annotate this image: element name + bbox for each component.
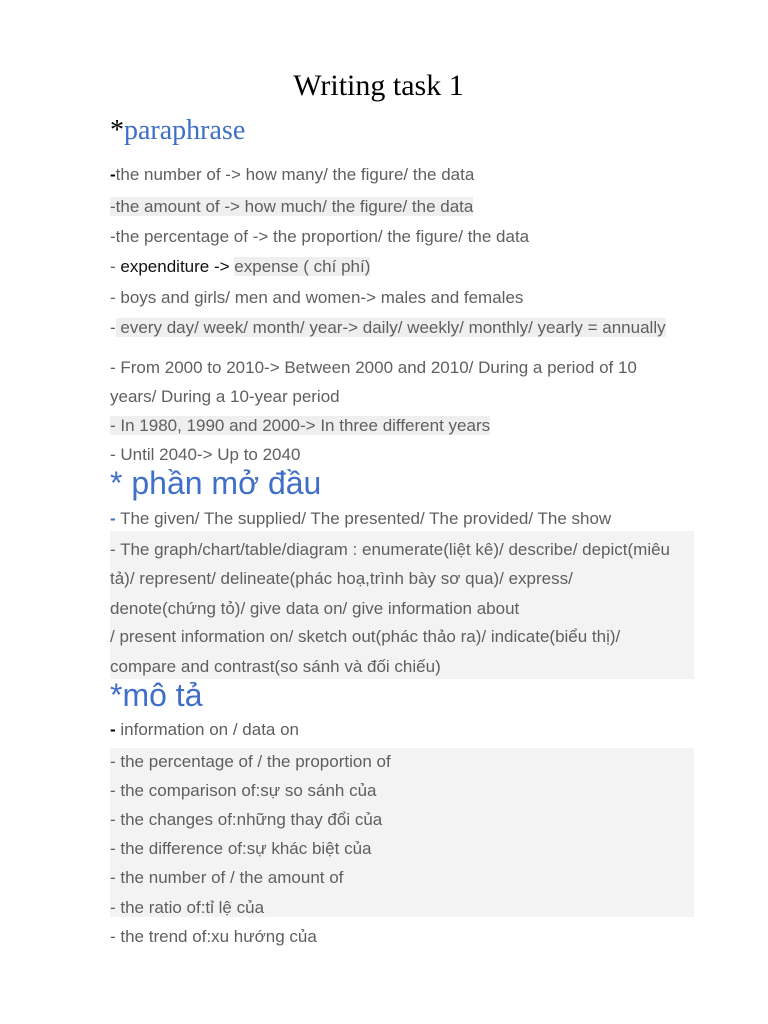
list-item-continuation: [110, 598, 519, 620]
list-item-text: -the amount of -> how much/ the figure/ the data: [110, 197, 474, 216]
list-item-continuation: [110, 626, 620, 648]
list-item-text: - The graph/chart/table/diagram : enumerate(liệt kê)/ describe/ depict(miêu: [110, 540, 671, 559]
term-translation: expense ( chí phí): [234, 257, 371, 276]
list-item-text: denote(chứng tỏ)/ give data on/ give information about: [110, 599, 520, 618]
list-item: [110, 226, 529, 248]
list-item-text: - the changes of:những thay đổi của: [110, 810, 383, 829]
list-item: [110, 287, 523, 309]
heading-star: *: [110, 115, 124, 146]
list-item: [110, 444, 300, 466]
list-item: [110, 780, 377, 802]
list-item-text: - boys and girls/ men and women-> males and females: [110, 288, 524, 307]
list-item-text: the number of -> how many/ the figure/ the data: [115, 165, 475, 184]
list-item-text: years/ During a 10-year period: [110, 387, 340, 406]
list-item-text: information on / data on: [115, 720, 300, 739]
bullet-prefix: -: [110, 257, 121, 276]
highlight-block: [110, 748, 694, 917]
list-item-text: - the difference of:sự khác biệt của: [110, 839, 372, 858]
section-heading-intro: [110, 465, 321, 501]
list-item: [110, 539, 670, 561]
list-item: [110, 164, 474, 186]
list-item-text: - the comparison of:sự so sánh của: [110, 781, 377, 800]
list-item: [110, 317, 666, 339]
heading-label: paraphrase: [124, 115, 246, 146]
bullet-dash: -: [110, 720, 116, 739]
list-item: [110, 196, 473, 218]
list-item: [110, 719, 299, 741]
list-item-continuation: [110, 656, 441, 678]
section-heading-paraphrase: [110, 114, 245, 148]
page-title: Writing task 1: [293, 69, 464, 102]
list-item-continuation: [110, 568, 573, 590]
bullet-prefix: -: [110, 318, 116, 337]
list-item: [110, 926, 317, 948]
bullet-prefix: -: [110, 416, 116, 435]
list-item-text: - the percentage of / the proportion of: [110, 752, 391, 771]
section-heading-describe: [110, 677, 202, 713]
list-item: [110, 897, 264, 919]
list-item: [110, 867, 343, 889]
list-item-text: The given/ The supplied/ The presented/ The provided/ The show: [115, 509, 612, 528]
list-item-text: compare and contrast(so sánh và đối chiếu): [110, 657, 441, 676]
list-item: [110, 508, 611, 530]
list-item: [110, 357, 637, 379]
bullet-dash: -: [110, 509, 116, 528]
list-item: [110, 809, 382, 831]
list-item-text: - Until 2040-> Up to 2040: [110, 445, 301, 464]
heading-label: *mô tả: [110, 677, 203, 713]
list-item-text: tả)/ represent/ delineate(phác hoạ,trình bày sơ qua)/ express/: [110, 569, 573, 588]
term-bold: expenditure ->: [120, 257, 230, 276]
list-item-text: - the ratio of:tỉ lệ của: [110, 898, 265, 917]
heading-label: * phần mở đầu: [110, 465, 322, 501]
list-item-text: - the trend of:xu hướng của: [110, 927, 317, 946]
list-item: [110, 415, 490, 437]
list-item: [110, 256, 370, 278]
list-item-text: -the percentage of -> the proportion/ the figure/ the data: [110, 227, 530, 246]
list-item-text: - the number of / the amount of: [110, 868, 344, 887]
list-item-text: every day/ week/ month/ year-> daily/ weekly/ monthly/ yearly = annually: [115, 318, 666, 337]
list-item: [110, 838, 372, 860]
list-item-text: In 1980, 1990 and 2000-> In three different years: [115, 416, 491, 435]
list-item-text: / present information on/ sketch out(phác thảo ra)/ indicate(biểu thị)/: [110, 627, 621, 646]
list-item: [110, 751, 391, 773]
list-item-continuation: [110, 386, 340, 408]
list-item-text: - From 2000 to 2010-> Between 2000 and 2010/ During a period of 10: [110, 358, 637, 377]
bullet-dash: -: [110, 165, 116, 184]
